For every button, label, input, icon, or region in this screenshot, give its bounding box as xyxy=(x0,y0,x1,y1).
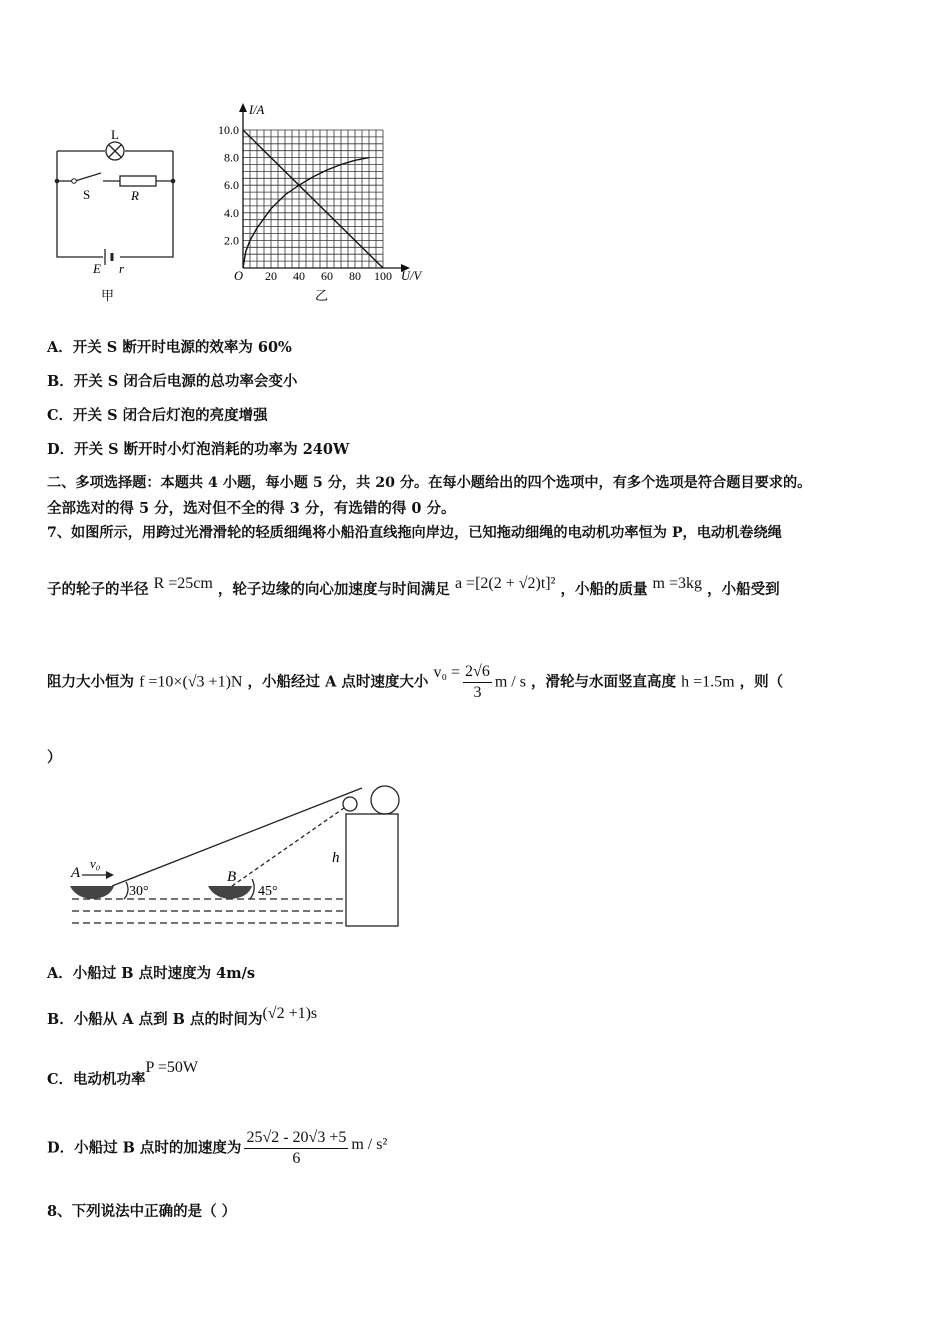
y-tick-label: 6.0 xyxy=(224,178,239,193)
section2-line2: 全部选对的得 5 分，选对但不全的得 3 分，有选错的得 0 分。 xyxy=(47,500,456,517)
section2-line1: 二、多项选择题：本题共 4 小题，每小题 5 分，共 20 分。在每小题给出的四个选项中，有多个选项是符合题目要求的。 xyxy=(47,475,812,491)
y-tick-label: 10.0 xyxy=(218,123,239,137)
y-tick-label: 8.0 xyxy=(224,150,239,165)
q6-option-a: A．开关 S 断开时电源的效率为 60% xyxy=(47,339,292,356)
bank-block xyxy=(346,814,398,926)
label-v0: v₀ xyxy=(90,856,101,871)
x-axis-label: U/V xyxy=(401,269,422,283)
y-tick-label: 2.0 xyxy=(224,233,239,248)
x-tick-label: 40 xyxy=(293,269,305,283)
acceleration-fraction: $\frac{25√2 - 20√3 +5}{6}$ xyxy=(246,1129,347,1167)
x-tick-label: 20 xyxy=(265,269,277,283)
angle-b: 45° xyxy=(258,884,278,899)
q6-option-c: C．开关 S 闭合后灯泡的亮度增强 xyxy=(47,407,268,424)
power-formula: P =50W xyxy=(145,1059,198,1076)
x-tick-label: 100 xyxy=(374,269,392,283)
y-tick-label: 4.0 xyxy=(224,205,239,220)
height-formula: h =1.5m xyxy=(681,673,735,691)
boat-b-shape xyxy=(208,886,252,899)
boat-a-shape xyxy=(70,886,114,899)
lamp-label: L xyxy=(111,127,119,142)
emf-label: E xyxy=(93,261,101,276)
q7-line3: 阻力大小恒为 f =10×(√3 +1)N ，小船经过 A 点时速度大小 v₀ = $\frac{2√6}{3}$ m / s ，滑轮与水面竖直高度 h =1.5m ，则（ xyxy=(47,663,784,701)
label-b: B xyxy=(227,869,237,885)
boat-pulley-diagram xyxy=(62,782,407,932)
iu-chart xyxy=(205,100,445,308)
angle-a: 30° xyxy=(129,884,149,899)
q7-option-d: D．小船过 B 点时的加速度为 $\frac{25√2 - 20√3 +5}{6}$ m / s² xyxy=(47,1129,388,1167)
y-axis-label: I/A xyxy=(249,103,265,117)
mass-formula: m =3kg xyxy=(652,575,703,592)
radius-formula: R =25cm xyxy=(153,575,213,592)
motor-wheel-symbol xyxy=(371,786,399,814)
drag-force-formula: f =10×(√3 +1)N xyxy=(139,673,243,691)
q7-option-a: A．小船过 B 点时速度为 4m/s xyxy=(47,965,256,982)
label-a: A xyxy=(71,865,81,881)
rope-line xyxy=(112,788,362,886)
q7-line2: 子的轮子的半径 R =25cm ，轮子边缘的向心加速度与时间满足 a =[2(2 + √2)t]² ，小船的质量 m =3kg ，小船受到 xyxy=(47,575,780,598)
resistor-label: R xyxy=(131,188,139,203)
time-formula: (√2 +1)s xyxy=(262,1005,318,1022)
acceleration-formula: a =[2(2 + √2)t]² xyxy=(454,575,556,592)
figure-caption-jia: 甲 xyxy=(101,288,115,303)
q6-option-b: B．开关 S 闭合后电源的总功率会变小 xyxy=(47,373,298,390)
figure-caption-yi: 乙 xyxy=(315,288,329,303)
circuit-diagram xyxy=(45,118,190,308)
resistor-symbol xyxy=(120,176,156,186)
q7-line4: ） xyxy=(47,749,62,766)
label-h: h xyxy=(332,850,340,866)
switch-label: S xyxy=(83,187,91,202)
v0-fraction: $\frac{2√6}{3}$ xyxy=(465,663,490,701)
q7-option-b: B．小船从 A 点到 B 点的时间为(√2 +1)s xyxy=(47,1005,318,1028)
internal-resistance-label: r xyxy=(119,261,125,276)
origin-label: O xyxy=(234,269,244,283)
q7-line1: 7、如图所示，用跨过光滑滑轮的轻质细绳将小船沿直线拖向岸边，已知拖动细绳的电动机功率恒为 P，电动机卷绕绳 xyxy=(47,525,782,541)
x-tick-label: 80 xyxy=(349,269,361,283)
switch-symbol xyxy=(75,173,101,181)
q8-stem: 8、下列说法中正确的是（ ） xyxy=(47,1203,237,1220)
x-tick-label: 60 xyxy=(321,269,333,283)
pulley-symbol xyxy=(343,797,357,811)
q6-option-d: D．开关 S 断开时小灯泡消耗的功率为 240W xyxy=(47,441,350,458)
q7-option-c: C．电动机功率P =50W xyxy=(47,1059,198,1088)
